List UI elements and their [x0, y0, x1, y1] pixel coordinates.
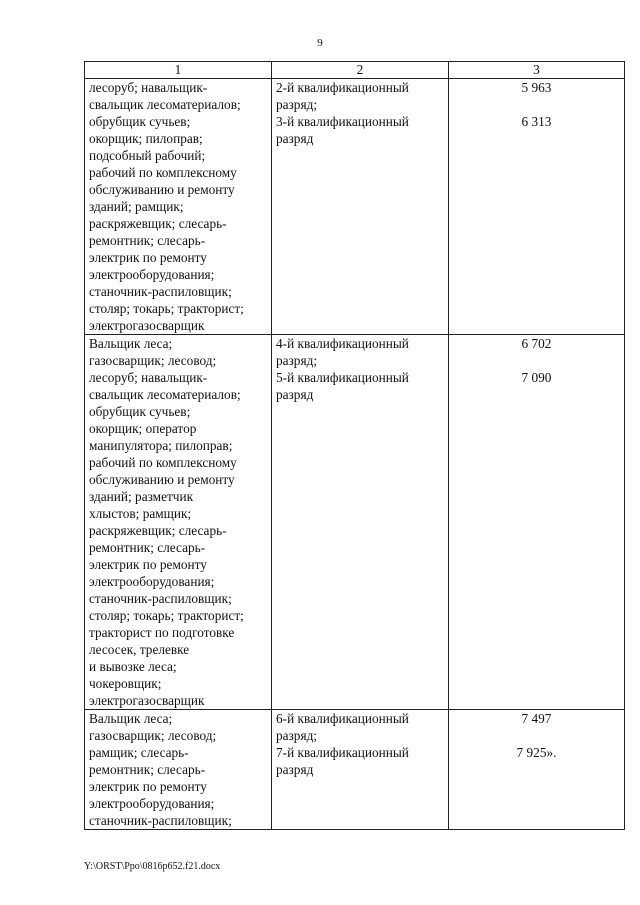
profession-line: столяр; токарь; тракторист;	[89, 608, 244, 623]
professions-cell	[85, 79, 272, 335]
profession-line: электрик по ремонту	[89, 557, 207, 572]
amount-value: 5 963	[521, 80, 552, 95]
profession-line: хлыстов; рамщик;	[89, 506, 192, 521]
amount-cell	[449, 710, 625, 830]
amount-cell	[449, 79, 625, 335]
amount-spacer	[453, 96, 620, 113]
profession-line: лесоруб; навальщик-	[89, 80, 208, 95]
profession-line: обрубщик сучьев;	[89, 404, 191, 419]
grade-line: 2-й квалификационный	[276, 80, 409, 95]
amount-value: 7 090	[521, 370, 552, 385]
grade-line: 4-й квалификационный	[276, 336, 409, 351]
amount-value: 7 497	[521, 711, 552, 726]
profession-line: электрогазосварщик	[89, 693, 205, 708]
profession-line: газосварщик; лесовод;	[89, 353, 217, 368]
profession-line: манипулятора; пилоправ;	[89, 438, 233, 453]
profession-line: подсобный рабочий;	[89, 148, 206, 163]
profession-line: электрооборудования;	[89, 796, 215, 811]
profession-line: станочник-распиловщик;	[89, 813, 232, 828]
amount-spacer	[453, 727, 620, 744]
profession-line: рамщик; слесарь-	[89, 745, 189, 760]
profession-line: ремонтник; слесарь-	[89, 540, 206, 555]
grade-line: 7-й квалификационный	[276, 745, 409, 760]
profession-line: лесосек, трелевке	[89, 642, 190, 657]
amount-value: 6 313	[521, 114, 552, 129]
grade-line: разряд;	[276, 353, 318, 368]
profession-line: зданий; рамщик;	[89, 199, 184, 214]
profession-line: газосварщик; лесовод;	[89, 728, 217, 743]
column-header-1: 1	[85, 62, 272, 79]
profession-line: окорщик; пилоправ;	[89, 131, 203, 146]
grade-line: разряд	[276, 131, 314, 146]
profession-line: столяр; токарь; тракторист;	[89, 301, 244, 316]
profession-line: электрооборудования;	[89, 574, 215, 589]
grade-line: 6-й квалификационный	[276, 711, 409, 726]
grade-cell	[272, 335, 449, 710]
profession-line: свальщик лесоматериалов;	[89, 387, 241, 402]
file-path-footer: Y:\ORST\Ppo\0816p652.f21.docx	[84, 861, 221, 872]
amount-spacer	[453, 352, 620, 369]
rates-table	[84, 61, 625, 830]
profession-line: обслуживанию и ремонту	[89, 182, 235, 197]
profession-line: чокеровщик;	[89, 676, 162, 691]
table-row	[85, 79, 625, 335]
profession-line: электрооборудования;	[89, 267, 215, 282]
professions-cell	[85, 335, 272, 710]
profession-line: обслуживанию и ремонту	[89, 472, 235, 487]
table-header-row	[85, 62, 625, 79]
grade-cell	[272, 79, 449, 335]
profession-line: лесоруб; навальщик-	[89, 370, 208, 385]
profession-line: электрик по ремонту	[89, 250, 207, 265]
profession-line: обрубщик сучьев;	[89, 114, 191, 129]
grade-line: разряд;	[276, 97, 318, 112]
profession-line: ремонтник; слесарь-	[89, 762, 206, 777]
profession-line: зданий; разметчик	[89, 489, 194, 504]
grade-line: разряд	[276, 387, 314, 402]
profession-line: рабочий по комплексному	[89, 165, 237, 180]
profession-line: рабочий по комплексному	[89, 455, 237, 470]
grade-line: разряд;	[276, 728, 318, 743]
profession-line: станочник-распиловщик;	[89, 284, 232, 299]
profession-line: электрогазосварщик	[89, 318, 205, 333]
profession-line: Вальщик леса;	[89, 711, 173, 726]
profession-line: и вывозке леса;	[89, 659, 177, 674]
grade-line: 5-й квалификационный	[276, 370, 409, 385]
amount-cell	[449, 335, 625, 710]
amount-value: 6 702	[521, 336, 552, 351]
grade-cell	[272, 710, 449, 830]
profession-line: свальщик лесоматериалов;	[89, 97, 241, 112]
profession-line: раскряжевщик; слесарь-	[89, 216, 227, 231]
profession-line: электрик по ремонту	[89, 779, 207, 794]
profession-line: Вальщик леса;	[89, 336, 173, 351]
profession-line: тракторист по подготовке	[89, 625, 235, 640]
table-row	[85, 710, 625, 830]
profession-line: раскряжевщик; слесарь-	[89, 523, 227, 538]
amount-value: 7 925».	[516, 745, 557, 760]
profession-line: ремонтник; слесарь-	[89, 233, 206, 248]
table-row	[85, 335, 625, 710]
grade-line: разряд	[276, 762, 314, 777]
grade-line: 3-й квалификационный	[276, 114, 409, 129]
page-number: 9	[317, 37, 323, 49]
professions-cell	[85, 710, 272, 830]
profession-line: станочник-распиловщик;	[89, 591, 232, 606]
column-header-2: 2	[272, 62, 449, 79]
column-header-3: 3	[449, 62, 625, 79]
profession-line: окорщик; оператор	[89, 421, 197, 436]
